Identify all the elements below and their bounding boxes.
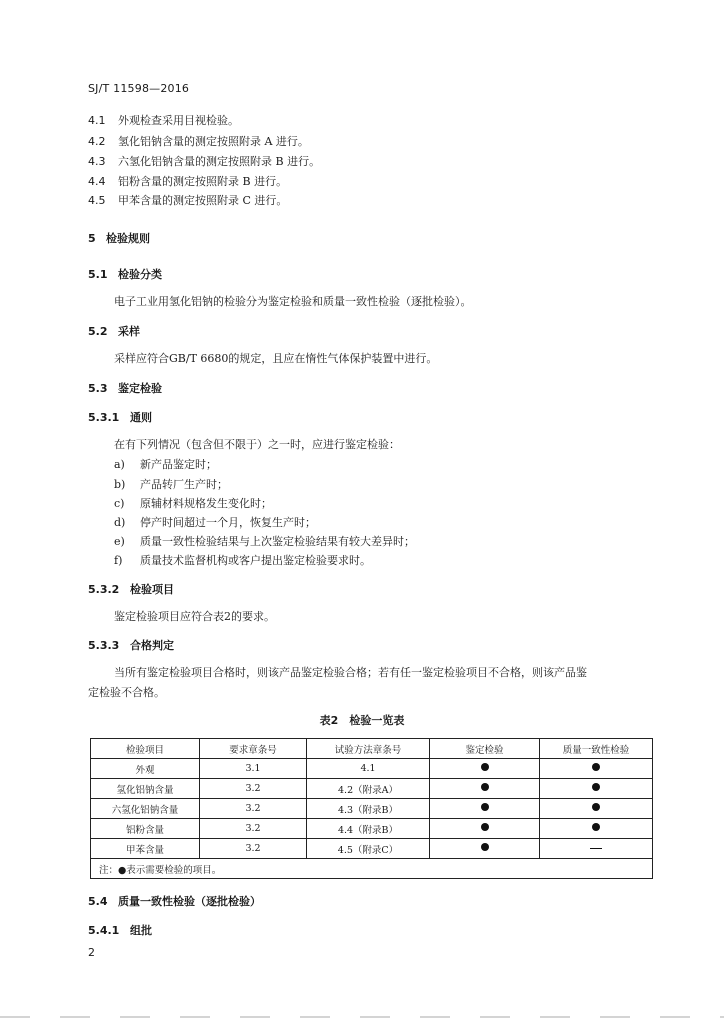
table-note-row — [91, 859, 653, 879]
section-5-1-text: 电子工业用氢化铝钠的检验分为鉴定检验和质量一致性检验（逐批检验）。 — [114, 295, 472, 308]
bullet-dot-icon — [592, 763, 600, 771]
bullet-dot-icon — [481, 783, 489, 791]
list-item: e) 质量一致性检验结果与上次鉴定检验结果有较大差异时； — [114, 535, 415, 548]
bullet-dot-icon — [481, 763, 489, 771]
list-item: d) 停产时间超过一个月，恢复生产时； — [114, 516, 316, 529]
bullet-dot-icon — [592, 783, 600, 791]
cell-method: 4.4（附录B） — [307, 819, 430, 839]
clause-4-3: 4.3 六氢化铝钠含量的测定按照附录 B 进行。 — [88, 155, 321, 168]
header-requirement-clause: 要求章条号 — [200, 739, 307, 759]
table-row — [91, 759, 653, 779]
cell-qc — [540, 779, 653, 799]
scan-edge-divider — [0, 1016, 724, 1018]
cell-item: 甲苯含量 — [91, 839, 200, 859]
section-5-2-text: 采样应符合GB/T 6680的规定，且应在惰性气体保护装置中进行。 — [114, 352, 438, 365]
table-row — [91, 799, 653, 819]
section-5-3-1-intro: 在有下列情况（包含但不限于）之一时，应进行鉴定检验： — [114, 438, 400, 451]
section-5-3-3-text-line1: 当所有鉴定检验项目合格时，则该产品鉴定检验合格；若有任一鉴定检验项目不合格，则该产品鉴 — [114, 666, 587, 679]
clause-4-1: 4.1 外观检查采用目视检验。 — [88, 114, 239, 127]
section-5-2-heading: 5.2 采样 — [88, 325, 140, 338]
cell-method: 4.2（附录A） — [307, 779, 430, 799]
section-5-3-1-heading: 5.3.1 通则 — [88, 411, 152, 424]
cell-ident — [430, 779, 540, 799]
clause-4-5: 4.5 甲苯含量的测定按照附录 C 进行。 — [88, 194, 288, 207]
table-note: 注：●表示需要检验的项目。 — [91, 859, 653, 879]
cell-ident — [430, 839, 540, 859]
cell-item: 六氢化铝钠含量 — [91, 799, 200, 819]
bullet-dot-icon — [481, 843, 489, 851]
cell-method: 4.5（附录C） — [307, 839, 430, 859]
cell-req: 3.2 — [200, 839, 307, 859]
page-number: 2 — [88, 946, 95, 959]
cell-item: 铝粉含量 — [91, 819, 200, 839]
bullet-dot-icon — [481, 803, 489, 811]
header-test-method-clause: 试验方法章条号 — [307, 739, 430, 759]
table-header-row — [91, 739, 653, 759]
clause-4-2: 4.2 氢化铝钠含量的测定按照附录 A 进行。 — [88, 135, 309, 148]
clause-4-4: 4.4 铝粉含量的测定按照附录 B 进行。 — [88, 175, 288, 188]
cell-ident — [430, 799, 540, 819]
cell-method: 4.3（附录B） — [307, 799, 430, 819]
cell-method: 4.1 — [307, 759, 430, 779]
section-5-3-heading: 5.3 鉴定检验 — [88, 382, 162, 395]
cell-req: 3.1 — [200, 759, 307, 779]
list-item: a) 新产品鉴定时； — [114, 458, 217, 471]
cell-req: 3.2 — [200, 799, 307, 819]
table-caption: 表2 检验一览表 — [319, 714, 405, 727]
bullet-dot-icon — [481, 823, 489, 831]
cell-item: 氢化铝钠含量 — [91, 779, 200, 799]
table-row — [91, 839, 653, 859]
cell-req: 3.2 — [200, 779, 307, 799]
bullet-dot-icon — [592, 803, 600, 811]
cell-qc — [540, 819, 653, 839]
table-row — [91, 779, 653, 799]
cell-qc — [540, 759, 653, 779]
inspection-table — [90, 738, 653, 879]
cell-qc — [540, 799, 653, 819]
document-header: SJ/T 11598—2016 — [88, 82, 190, 95]
section-5-3-2-text: 鉴定检验项目应符合表2的要求。 — [114, 610, 275, 623]
table-row — [91, 819, 653, 839]
list-item: f) 质量技术监督机构或客户提出鉴定检验要求时。 — [114, 554, 371, 567]
dash-icon — [590, 848, 602, 849]
section-5-heading: 5 检验规则 — [88, 232, 150, 245]
header-identification-inspection: 鉴定检验 — [430, 739, 540, 759]
list-item: b) 产品转厂生产时； — [114, 478, 228, 491]
list-item: c) 原辅材料规格发生变化时； — [114, 497, 272, 510]
cell-req: 3.2 — [200, 819, 307, 839]
bullet-dot-icon — [592, 823, 600, 831]
cell-ident — [430, 819, 540, 839]
cell-item: 外观 — [91, 759, 200, 779]
section-5-4-heading: 5.4 质量一致性检验（逐批检验） — [88, 895, 261, 908]
section-5-3-3-heading: 5.3.3 合格判定 — [88, 639, 174, 652]
header-quality-conformance: 质量一致性检验 — [540, 739, 653, 759]
cell-qc — [540, 839, 653, 859]
section-5-4-1-heading: 5.4.1 组批 — [88, 924, 152, 937]
section-5-1-heading: 5.1 检验分类 — [88, 268, 162, 281]
section-5-3-3-text-line2: 定检验不合格。 — [88, 686, 165, 699]
cell-ident — [430, 759, 540, 779]
header-inspection-item: 检验项目 — [91, 739, 200, 759]
section-5-3-2-heading: 5.3.2 检验项目 — [88, 583, 174, 596]
